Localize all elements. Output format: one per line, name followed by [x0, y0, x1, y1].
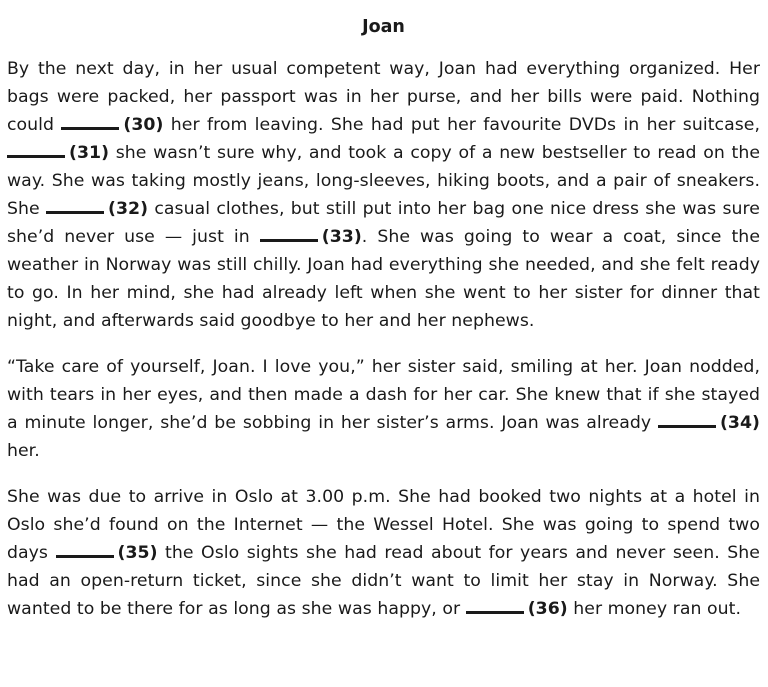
paragraph-text: casual clothes, but still put into her bag one nice dress she was sure she’d never use — just in [7, 199, 760, 247]
paragraph [7, 483, 760, 623]
gap-blank [658, 409, 716, 428]
gap-number: (36) [527, 599, 568, 619]
paragraph-text: . She was going to wear a coat, since the weather in Norway was still chilly. Joan had everything she needed, and she felt ready to go. In her mind, she had already left when she went to her sister for dinner that night, and afterwards said goodbye to her and her nephews. [7, 227, 760, 331]
gap-blank [46, 195, 104, 214]
gap-blank [466, 595, 524, 614]
gap-blank [56, 539, 114, 558]
paragraph-text: “Take care of yourself, Joan. I love you,” her sister said, smiling at her. Joan nodded, with tears in her eyes, and then made a dash for her car. She knew that if she stayed a minute longer, she’d be sobbing in her sister’s arms. Joan was already [7, 357, 760, 433]
gap-number: (32) [108, 199, 149, 219]
paragraph-text: the Oslo sights she had read about for years and never seen. She had an open-return ticket, since she didn’t want to limit her stay in Norway. She wanted to be there for as long as she was happy, or [7, 543, 760, 619]
gap-blank [61, 111, 119, 130]
paragraph-text: She was due to arrive in Oslo at 3.00 p.m. She had booked two nights at a hotel in Oslo she’d found on the Internet — the Wessel Hotel. She was going to spend two days [7, 487, 760, 563]
paragraph-text: she wasn’t sure why, and took a copy of a new bestseller to read on the way. She was taking mostly jeans, long-sleeves, hiking boots, and a pair of sneakers. She [7, 143, 760, 219]
page-title: Joan [362, 17, 405, 37]
passage-body [7, 55, 760, 623]
gap-blank [7, 139, 65, 158]
gap-blank [260, 223, 318, 242]
gap-number: (30) [123, 115, 164, 135]
gap-number: (33) [321, 227, 362, 247]
gap-number: (31) [69, 143, 110, 163]
paragraph-text: her from leaving. She had put her favourite DVDs in her suitcase, [163, 115, 761, 135]
gap-number: (34) [719, 413, 760, 433]
paragraph-text: her money ran out. [567, 599, 742, 619]
paragraph-text: By the next day, in her usual competent way, Joan had everything organized. Her bags were packed, her passport was in her purse, and her bills were paid. Nothing could [7, 59, 760, 135]
gap-number: (35) [117, 543, 158, 563]
paragraph [7, 353, 760, 465]
paragraph [7, 55, 760, 335]
paragraph-text: her. [7, 441, 40, 461]
